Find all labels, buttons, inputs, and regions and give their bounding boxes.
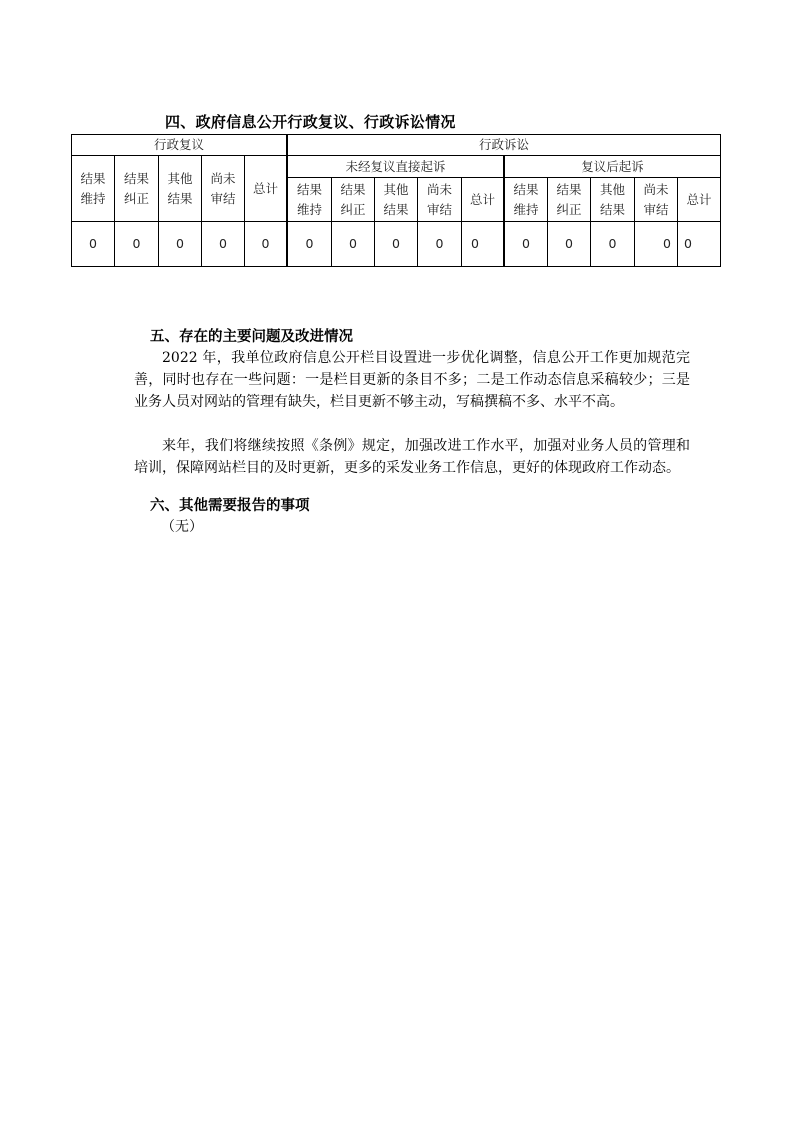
value-after-corrected: 0 [548,222,591,267]
col-header-after-corrected: 结果纠正 [548,178,591,222]
value-review-pending: 0 [202,222,245,267]
header-direct-litigation: 未经复议直接起诉 [288,156,505,178]
col-header-review-total: 总计 [245,156,288,222]
col-header-after-upheld: 结果维持 [505,178,548,222]
value-direct-upheld: 0 [288,222,332,267]
value-direct-total: 0 [462,222,505,267]
section-6-title: 六、其他需要报告的事项 [150,498,310,514]
section-4-title: 四、政府信息公开行政复议、行政诉讼情况 [165,113,456,131]
value-review-corrected: 0 [115,222,159,267]
col-header-direct-corrected: 结果纠正 [332,178,375,222]
review-litigation-table [71,134,721,267]
col-header-direct-pending: 尚未审结 [418,178,462,222]
value-direct-pending: 0 [418,222,462,267]
header-after-review-litigation: 复议后起诉 [505,156,721,178]
value-after-upheld: 0 [505,222,548,267]
section-5-title: 五、存在的主要问题及改进情况 [150,329,353,345]
value-after-pending: 0 [635,222,678,267]
header-administrative-review: 行政复议 [71,134,288,156]
value-after-total: 0 [678,222,721,267]
col-header-review-other: 其他结果 [159,156,202,222]
col-header-direct-total: 总计 [462,178,505,222]
col-header-review-pending: 尚未审结 [202,156,245,222]
section-5-paragraph-2: 来年，我们将继续按照《条例》规定，加强改进工作水平，加强对业务人员的管理和培训，保障网站栏目的及时更新，更多的采发业务工作信息，更好的体现政府工作动态。 [134,438,690,476]
col-header-direct-other: 其他结果 [375,178,418,222]
value-after-other: 0 [591,222,635,267]
value-review-upheld: 0 [71,222,115,267]
header-administrative-litigation: 行政诉讼 [288,134,721,156]
col-header-review-corrected: 结果纠正 [115,156,159,222]
value-direct-other: 0 [375,222,418,267]
col-header-after-total: 总计 [678,178,721,222]
section-5-paragraph-1: 2022 年，我单位政府信息公开栏目设置进一步优化调整，信息公开工作更加规范完善，同时也存在一些问题：一是栏目更新的条目不多；二是工作动态信息采稿较少；三是业务人员对网站的管理有缺失，栏目更新不够主动，写稿撰稿不多、水平不高。 [134,350,690,410]
col-header-after-pending: 尚未审结 [635,178,678,222]
value-review-total: 0 [245,222,288,267]
value-review-other: 0 [159,222,202,267]
section-6-content: （无） [161,519,203,535]
value-direct-corrected: 0 [332,222,375,267]
col-header-after-other: 其他结果 [591,178,635,222]
col-header-direct-upheld: 结果维持 [288,178,332,222]
col-header-review-upheld: 结果维持 [71,156,115,222]
